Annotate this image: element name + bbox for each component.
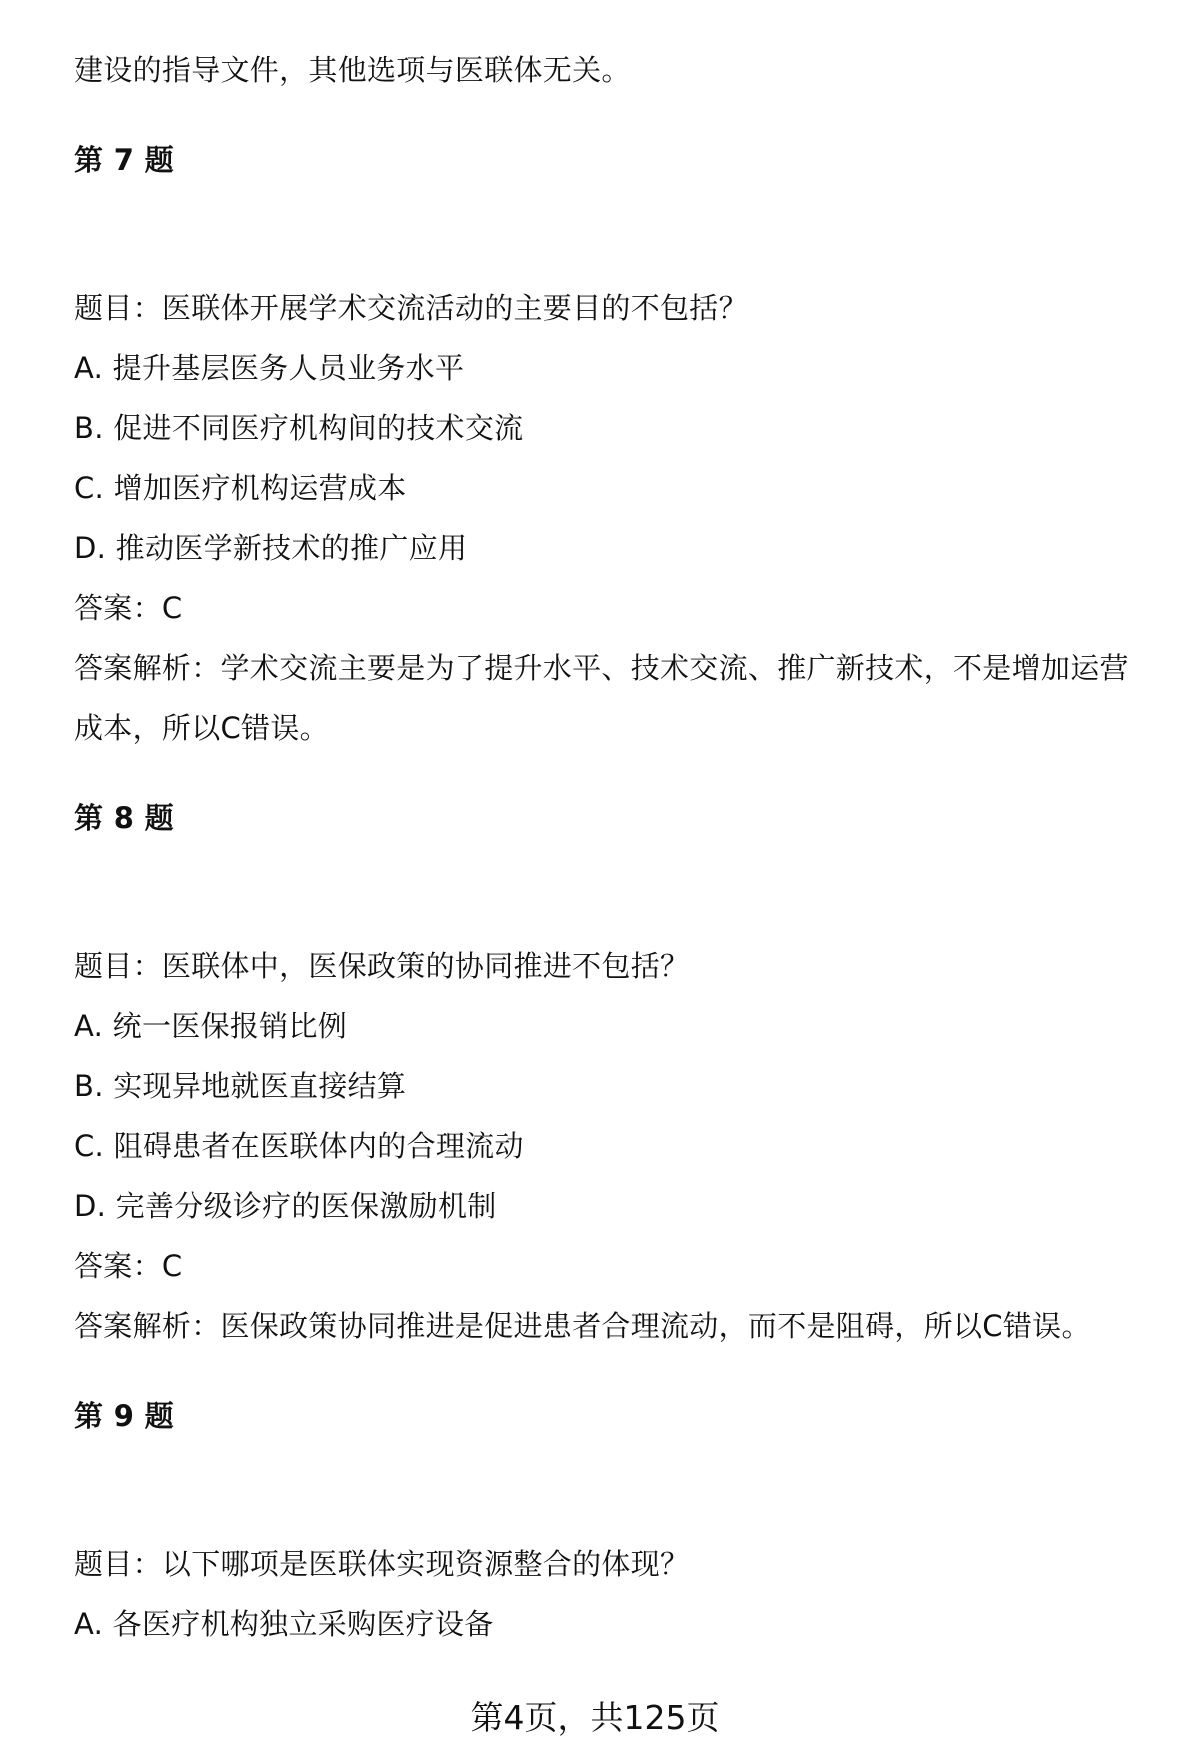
question-7-option-a: A. 提升基层医务人员业务水平 [74, 351, 465, 385]
question-7-heading: 第 7 题 [74, 143, 174, 177]
question-9-option-a: A. 各医疗机构独立采购医疗设备 [74, 1607, 494, 1641]
question-8-option-b: B. 实现异地就医直接结算 [74, 1069, 407, 1103]
question-7-answer: 答案：C [74, 591, 183, 625]
question-8-answer: 答案：C [74, 1249, 183, 1283]
question-8-option-a: A. 统一医保报销比例 [74, 1009, 348, 1043]
question-8-option-d: D. 完善分级诊疗的医保激励机制 [74, 1189, 497, 1223]
intro-text: 建设的指导文件，其他选项与医联体无关。 [74, 53, 631, 87]
question-7-analysis-line-2: 成本，所以C错误。 [74, 711, 329, 745]
page-number-footer: 第4页，共125页 [470, 1698, 720, 1737]
question-9-heading: 第 9 题 [74, 1399, 174, 1433]
question-7-option-c: C. 增加医疗机构运营成本 [74, 471, 407, 505]
question-7-option-d: D. 推动医学新技术的推广应用 [74, 531, 468, 565]
question-8-option-c: C. 阻碍患者在医联体内的合理流动 [74, 1129, 524, 1163]
question-8-heading: 第 8 题 [74, 801, 174, 835]
question-7-text: 题目：医联体开展学术交流活动的主要目的不包括？ [74, 291, 748, 325]
question-7-analysis-line-1: 答案解析：学术交流主要是为了提升水平、技术交流、推广新技术，不是增加运营 [74, 651, 1129, 685]
question-9-text: 题目：以下哪项是医联体实现资源整合的体现？ [74, 1547, 690, 1581]
question-8-text: 题目：医联体中，医保政策的协同推进不包括？ [74, 949, 690, 983]
question-7-option-b: B. 促进不同医疗机构间的技术交流 [74, 411, 524, 445]
question-8-analysis-line-1: 答案解析：医保政策协同推进是促进患者合理流动，而不是阻碍，所以C错误。 [74, 1309, 1091, 1343]
